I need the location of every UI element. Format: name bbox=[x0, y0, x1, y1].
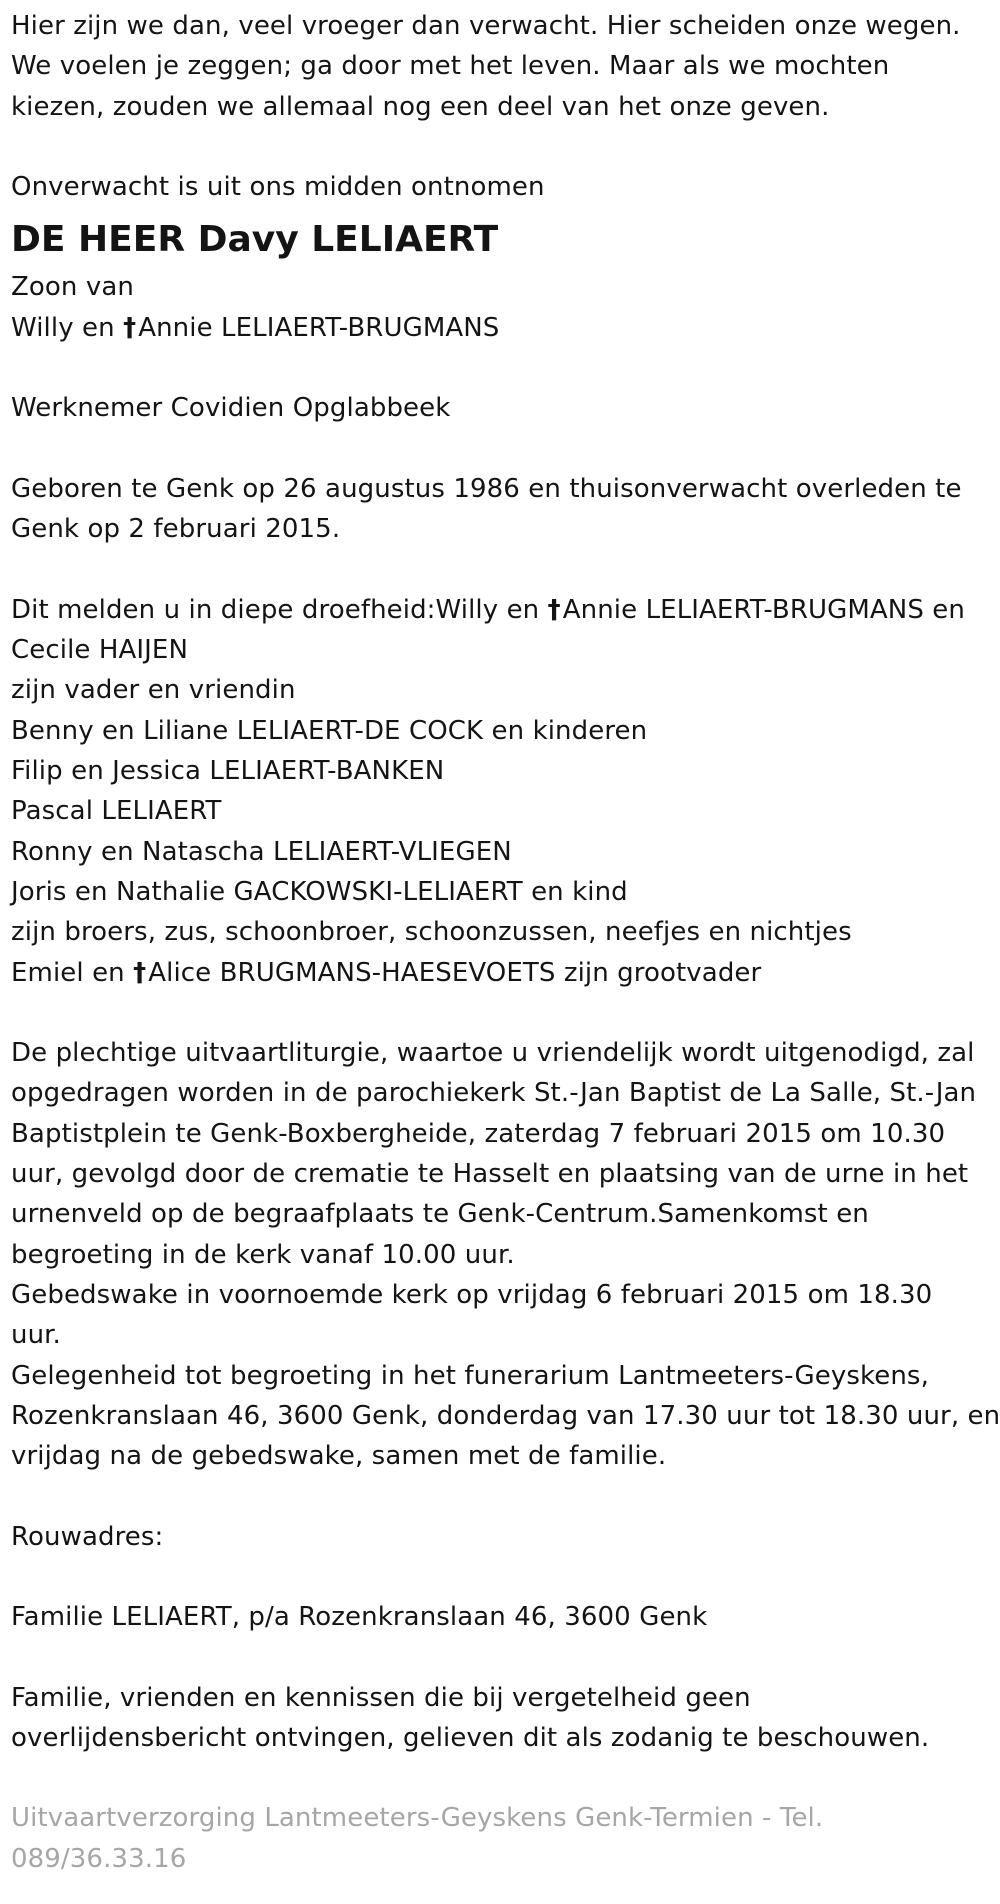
mourners-line: zijn vader en vriendin bbox=[11, 675, 296, 706]
spacer bbox=[11, 127, 1000, 167]
spacer bbox=[11, 1638, 1000, 1678]
ceremony-line: Gelegenheid tot begroeting in het funerarium Lantmeeters-Geyskens, bbox=[11, 1360, 929, 1391]
birth-death-line: Genk op 2 februari 2015. bbox=[11, 514, 341, 545]
footer-phone: 089/36.33.16 bbox=[11, 1843, 187, 1874]
birth-death-line: Geboren te Genk op 26 augustus 1986 en thuisonverwacht overleden te bbox=[11, 473, 962, 504]
mourners-grandfather: Emiel en bbox=[11, 957, 125, 988]
employer-text: Werknemer Covidien Opglabbeek bbox=[11, 393, 451, 424]
spacer bbox=[11, 993, 1000, 1033]
parents-father: Willy en bbox=[11, 312, 115, 343]
parents-line bbox=[11, 308, 1000, 348]
mourners-intro: Dit melden u in diepe droefheid:Willy en bbox=[11, 594, 540, 625]
mourners-line bbox=[11, 953, 1000, 993]
spacer bbox=[11, 348, 1000, 388]
parents-mother: Annie LELIAERT-BRUGMANS bbox=[138, 312, 500, 343]
ceremony-paragraph bbox=[11, 1033, 1000, 1476]
ceremony-line: Rozenkranslaan 46, 3600 Genk, donderdag van 17.30 uur tot 18.30 uur, en bbox=[11, 1400, 1000, 1431]
mourners-line: Ronny en Natascha LELIAERT-VLIEGEN bbox=[11, 836, 512, 867]
ceremony-line: De plechtige uitvaartliturgie, waartoe u vriendelijk wordt uitgenodigd, zal bbox=[11, 1038, 975, 1069]
ceremony-line: uur, gevolgd door de crematie te Hasselt en plaatsing van de urne in het bbox=[11, 1159, 969, 1190]
mourners-line bbox=[11, 590, 1000, 630]
deceased-name: DE HEER Davy LELIAERT bbox=[11, 219, 499, 261]
notice-line: overlijdensbericht ontvingen, gelieven dit als zodanig te beschouwen. bbox=[11, 1723, 930, 1754]
birth-death-paragraph bbox=[11, 469, 1000, 550]
spacer bbox=[11, 550, 1000, 590]
ceremony-line: begroeting in de kerk vanaf 10.00 uur. bbox=[11, 1239, 515, 1270]
notice-paragraph bbox=[11, 1678, 1000, 1759]
mourners-line: zijn broers, zus, schoonbroer, schoonzussen, neefjes en nichtjes bbox=[11, 917, 852, 948]
mourners-line: Pascal LELIAERT bbox=[11, 796, 222, 827]
spacer bbox=[11, 429, 1000, 469]
cross-icon: † bbox=[133, 957, 147, 988]
poem-line: kiezen, zouden we allemaal nog een deel van het onze geven. bbox=[11, 91, 830, 122]
cross-icon: † bbox=[123, 312, 137, 343]
address-text: Familie LELIAERT, p/a Rozenkranslaan 46, 3600 Genk bbox=[11, 1602, 708, 1633]
intro-text: Onverwacht is uit ons midden ontnomen bbox=[11, 172, 545, 203]
ceremony-line: uur. bbox=[11, 1320, 61, 1351]
poem-line: We voelen je zeggen; ga door met het leven. Maar als we mochten bbox=[11, 51, 890, 82]
mourners-grandmother: Alice BRUGMANS-HAESEVOETS zijn grootvader bbox=[148, 957, 762, 988]
ceremony-line: urnenveld op de begraafplaats te Genk-Centrum.Samenkomst en bbox=[11, 1199, 869, 1230]
mourners-line: Benny en Liliane LELIAERT-DE COCK en kinderen bbox=[11, 715, 648, 746]
mourners-line: Joris en Nathalie GACKOWSKI-LELIAERT en kind bbox=[11, 876, 628, 907]
funeral-director-footer bbox=[11, 1798, 1000, 1879]
spacer bbox=[11, 1758, 1000, 1798]
mourners-line: Filip en Jessica LELIAERT-BANKEN bbox=[11, 756, 445, 787]
ceremony-line: Baptistplein te Genk-Boxbergheide, zaterdag 7 februari 2015 om 10.30 bbox=[11, 1118, 946, 1149]
mourners-list bbox=[11, 590, 1000, 993]
mourners-name: Annie LELIAERT-BRUGMANS en bbox=[562, 594, 965, 625]
notice-line: Familie, vrienden en kennissen die bij vergetelheid geen bbox=[11, 1682, 751, 1713]
spacer bbox=[11, 1476, 1000, 1516]
poem bbox=[11, 6, 1000, 127]
ceremony-line: Gebedswake in voornoemde kerk op vrijdag 6 februari 2015 om 18.30 bbox=[11, 1279, 933, 1310]
spacer bbox=[11, 1557, 1000, 1597]
ceremony-line: vrijdag na de gebedswake, samen met de familie. bbox=[11, 1441, 667, 1472]
son-of-label: Zoon van bbox=[11, 272, 134, 303]
ceremony-line: opgedragen worden in de parochiekerk St.-Jan Baptist de La Salle, St.-Jan bbox=[11, 1078, 977, 1109]
footer-line: Uitvaartverzorging Lantmeeters-Geyskens Genk-Termien - Tel. bbox=[11, 1803, 824, 1834]
address-label: Rouwadres: bbox=[11, 1521, 164, 1552]
mourners-line: Cecile HAIJEN bbox=[11, 635, 189, 666]
poem-line: Hier zijn we dan, veel vroeger dan verwacht. Hier scheiden onze wegen. bbox=[11, 11, 961, 41]
cross-icon: † bbox=[547, 594, 561, 625]
